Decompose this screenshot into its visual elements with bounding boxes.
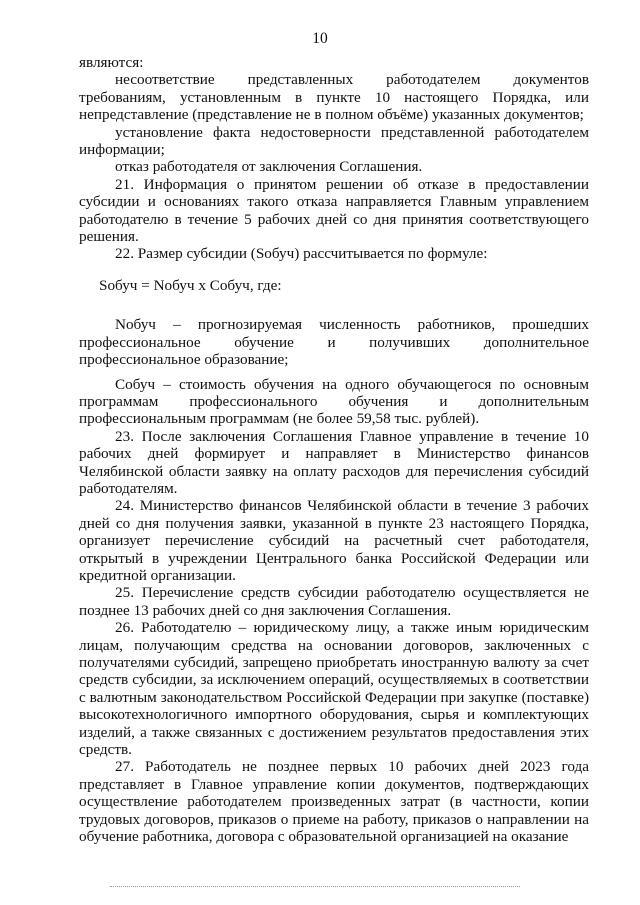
- paragraph-21: 21. Информация о принятом решении об отказе в предоставлении субсидии и основаниях такого отказа направляется Главным управлением работодателю в течение 5 рабочих дней со дня принятия соответствующего решения.: [79, 175, 589, 246]
- paragraph-reason-2: установление факта недостоверности представленной работодателем информации;: [79, 123, 589, 159]
- paragraph-26: 26. Работодателю – юридическому лицу, а также иным юридическим лицам, получающим средства на основании договоров, заключенных с получателями субсидий, запрещено приобретать иностранную валюту за счет средств субсидии, за исключением операций, осуществляемых в соответствии с валютным законодательством Российской Федерации при закупке (поставке) высокотехнологичного импортного оборудования, сырья и комплектующих изделий, а также связанных с достижением результатов предоставления этих средств.: [79, 619, 589, 759]
- formula: Sобуч = Nобуч х Собуч, где:: [99, 276, 282, 294]
- paragraph-27: 27. Работодатель не позднее первых 10 рабочих дней 2023 года представляет в Главное управление копии документов, подтверждающих осуществление работодателем произведенных затрат (в частности, копии трудовых договоров, приказов о приеме на работу, приказов о направлении на обучение работника, договора с образовательной организацией на оказание: [79, 758, 589, 846]
- paragraph-23: 23. После заключения Соглашения Главное управление в течение 10 рабочих дней формирует и направляет в Министерство финансов Челябинской области заявку на оплату расходов для перечисления субсидий работодателям.: [79, 427, 589, 497]
- paragraph-reason-1: несоответствие представленных работодателем документов требованиям, установленным в пункте 10 настоящего Порядка, или непредставление (представление не в полном объёме) указанных документов;: [79, 71, 589, 124]
- paragraph-intro: являются:: [79, 54, 144, 71]
- spacer: [79, 369, 589, 376]
- document-body: [79, 54, 589, 845]
- paragraph-nobuch-definition: Nобуч – прогнозируемая численность работников, прошедших профессиональное обучение и получивших дополнительное профессиональное образование;: [79, 316, 589, 369]
- paragraph-24: 24. Министерство финансов Челябинской области в течение 3 рабочих дней со дня получения заявки, указанной в пункте 23 настоящего Порядка, организует перечисление субсидий на расчетный счет работодателя, открытый в учреждении Центрального банка Российской Федерации или кредитной организации.: [79, 497, 589, 584]
- scan-artifact-line: [110, 886, 520, 887]
- paragraph-25: 25. Перечисление средств субсидии работодателю осуществляется не позднее 13 рабочих дней со дня заключения Соглашения.: [79, 584, 589, 619]
- paragraph-reason-3: отказ работодателя от заключения Соглашения.: [115, 158, 423, 176]
- paragraph-sobuch-definition: Собуч – стоимость обучения на одного обучающегося по основным программам профессионального обучения и дополнительным профессиональным программам (не более 59,58 тыс. рублей).: [79, 375, 589, 428]
- page-number: 10: [312, 30, 328, 47]
- paragraph-22: 22. Размер субсидии (Sобуч) рассчитывается по формуле:: [115, 245, 488, 263]
